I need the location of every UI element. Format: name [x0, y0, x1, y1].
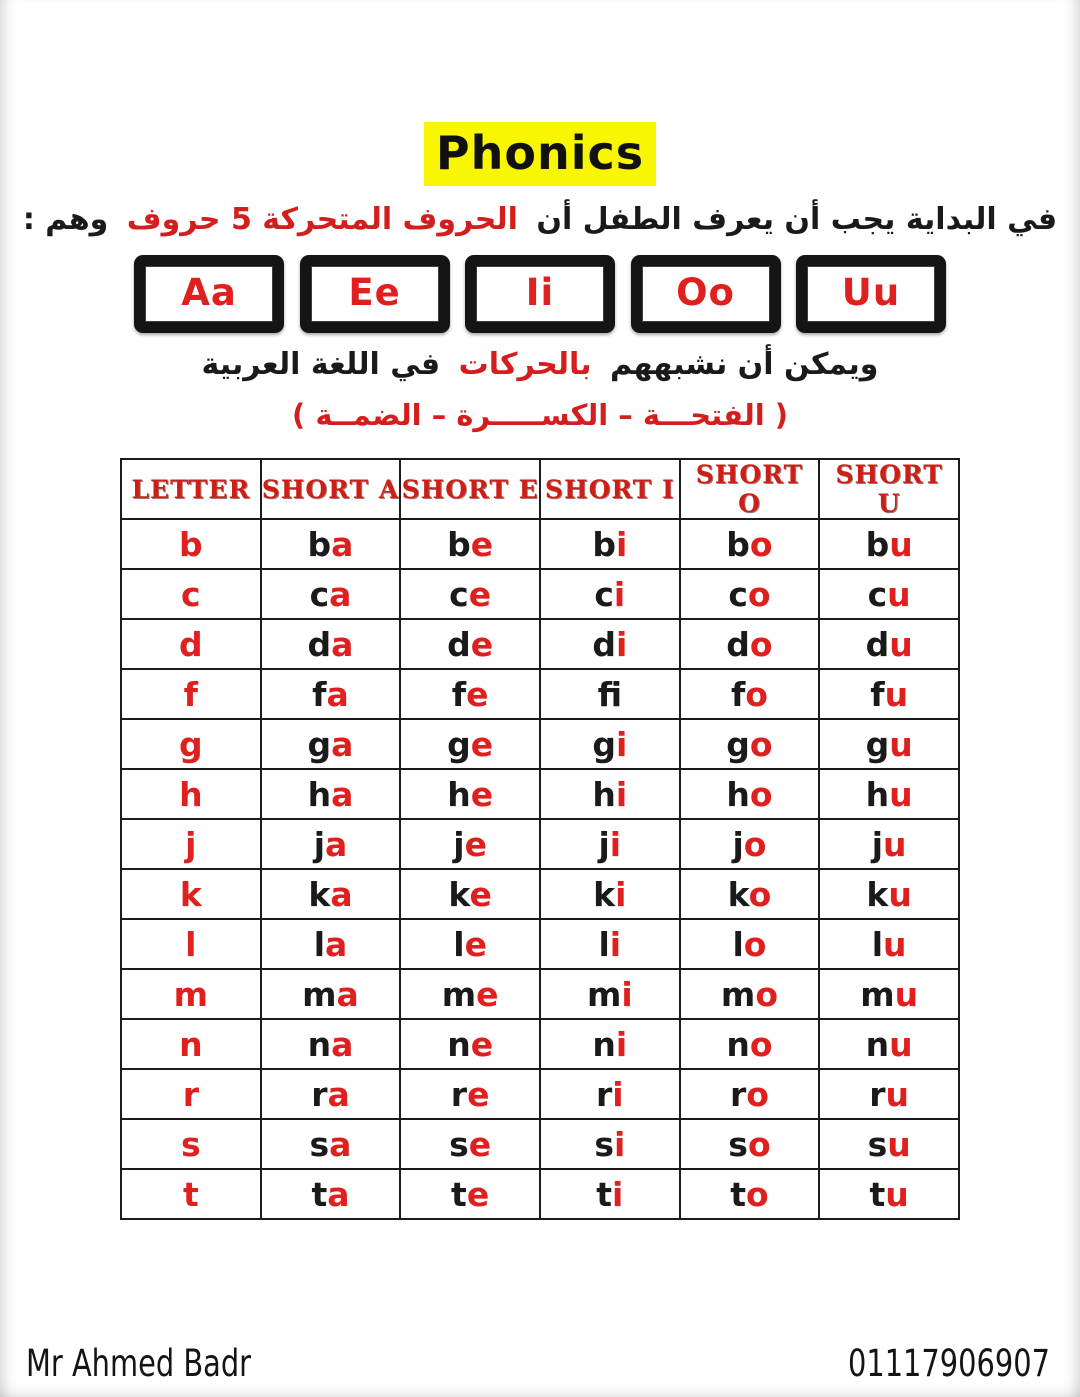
combo-vowel: e — [468, 574, 492, 614]
combo-vowel: i — [615, 774, 628, 814]
letter-cell: n — [121, 1019, 261, 1069]
combo-cell — [261, 1119, 401, 1169]
combo-consonant: d — [726, 624, 750, 664]
combo-cell — [540, 819, 680, 869]
combo-vowel: o — [749, 624, 773, 664]
combo-vowel: a — [326, 674, 349, 714]
combo-vowel: u — [889, 524, 913, 564]
combo-cell — [819, 619, 959, 669]
intro-line-2-black-end: في اللغة العربية — [201, 347, 441, 382]
combo-consonant: f — [730, 674, 746, 714]
combo-cell — [540, 519, 680, 569]
phonics-table — [120, 458, 960, 1220]
combo-consonant: j — [871, 824, 884, 864]
combo-cell — [819, 1169, 959, 1219]
combo-consonant: b — [447, 524, 471, 564]
letter-cell: r — [121, 1069, 261, 1119]
combo-consonant: m — [720, 974, 756, 1014]
combo-consonant: h — [307, 774, 332, 814]
combo-consonant: g — [865, 724, 890, 764]
combo-cell — [400, 1119, 540, 1169]
letter-cell: l — [121, 919, 261, 969]
combo-vowel: i — [615, 624, 628, 664]
combo-cell — [819, 969, 959, 1019]
combo-vowel: o — [745, 674, 768, 714]
combo-cell — [400, 969, 540, 1019]
table-row — [121, 1169, 959, 1219]
combo-cell — [819, 919, 959, 969]
vowel-box-ee — [300, 255, 450, 333]
combo-consonant: k — [727, 874, 749, 914]
combo-cell — [400, 1019, 540, 1069]
combo-cell — [400, 1069, 540, 1119]
teacher-name: Mr Ahmed Badr — [26, 1342, 252, 1385]
combo-vowel: o — [749, 724, 773, 764]
combo-cell — [540, 1119, 680, 1169]
combo-consonant: n — [726, 1024, 750, 1064]
combo-vowel: u — [885, 1074, 910, 1114]
phone-number: 01117906907 — [848, 1342, 1050, 1385]
vowel-box-uu — [796, 255, 946, 333]
combo-cell — [680, 619, 820, 669]
combo-consonant: s — [309, 1124, 330, 1164]
combo-cell — [680, 1119, 820, 1169]
combo-vowel: a — [327, 1174, 350, 1214]
letter-cell: h — [121, 769, 261, 819]
combo-cell — [819, 1119, 959, 1169]
letter-cell: t — [121, 1169, 261, 1219]
table-row — [121, 669, 959, 719]
table-row — [121, 719, 959, 769]
combo-vowel: a — [325, 824, 348, 864]
combo-vowel: e — [470, 624, 494, 664]
combo-vowel: u — [884, 674, 909, 714]
intro-line-3: ( الفتحـــة – الكســـــرة – الضمــة ) — [291, 398, 789, 432]
table-row — [121, 769, 959, 819]
combo-consonant: t — [596, 1174, 613, 1214]
intro-line-1-black-end: وهم : — [22, 202, 109, 237]
combo-cell — [540, 1019, 680, 1069]
combo-vowel: u — [885, 1174, 909, 1214]
combo-consonant: n — [592, 1024, 616, 1064]
combo-consonant: f — [451, 674, 467, 714]
combo-vowel: o — [748, 874, 772, 914]
combo-consonant: n — [447, 1024, 471, 1064]
combo-cell — [400, 619, 540, 669]
combo-cell — [400, 919, 540, 969]
letter-cell: k — [121, 869, 261, 919]
combo-vowel: e — [469, 874, 492, 914]
letter-cell: j — [121, 819, 261, 869]
combo-vowel: a — [330, 874, 353, 914]
combo-vowel: i — [612, 1074, 624, 1114]
combo-vowel: o — [755, 974, 778, 1014]
table-header-cell: SHORT U — [819, 459, 959, 519]
combo-consonant: f — [870, 674, 885, 714]
combo-consonant: s — [449, 1124, 469, 1164]
combo-vowel: u — [883, 824, 907, 864]
combo-cell — [400, 769, 540, 819]
table-header-cell: SHORT E — [400, 459, 540, 519]
combo-consonant: s — [728, 1124, 748, 1164]
combo-consonant: k — [448, 874, 470, 914]
table-row — [121, 1119, 959, 1169]
combo-cell — [680, 569, 820, 619]
combo-vowel: o — [749, 524, 773, 564]
combo-cell — [540, 769, 680, 819]
combo-vowel: e — [464, 824, 487, 864]
combo-consonant: s — [594, 1124, 614, 1164]
combo-cell — [540, 869, 680, 919]
vowel-box-aa — [134, 255, 284, 333]
vowel-box-ii — [465, 255, 615, 333]
combo-cell — [819, 769, 959, 819]
combo-consonant: d — [865, 624, 890, 664]
combo-cell — [680, 1019, 820, 1069]
combo-vowel: i — [613, 574, 626, 614]
combo-cell — [819, 819, 959, 869]
table-header-row — [121, 459, 959, 519]
combo-consonant: g — [726, 724, 750, 764]
combo-vowel: o — [743, 924, 767, 964]
combo-vowel: e — [464, 924, 487, 964]
combo-vowel: a — [331, 724, 354, 764]
combo-consonant: r — [596, 1074, 613, 1114]
combo-consonant: r — [450, 1074, 468, 1114]
combo-cell — [261, 1019, 401, 1069]
combo-cell — [680, 819, 820, 869]
table-row — [121, 919, 959, 969]
combo-consonant: g — [447, 724, 471, 764]
combo-consonant: b — [592, 524, 616, 564]
vowel-box-label: Ee — [348, 270, 401, 314]
combo-vowel: i — [615, 874, 627, 914]
combo-consonant: t — [311, 1174, 328, 1214]
combo-cell — [819, 1069, 959, 1119]
combo-vowel: o — [746, 1074, 769, 1114]
combo-vowel: a — [331, 524, 354, 564]
table-header-cell: SHORT I — [540, 459, 680, 519]
combo-vowel: e — [470, 724, 494, 764]
combo-consonant: l — [598, 924, 610, 964]
combo-vowel: i — [609, 824, 622, 864]
combo-cell — [819, 519, 959, 569]
letter-cell: d — [121, 619, 261, 669]
vowel-box-oo — [631, 255, 781, 333]
combo-consonant: t — [730, 1174, 746, 1214]
table-row — [121, 1019, 959, 1069]
combo-vowel: u — [894, 974, 919, 1014]
combo-vowel: u — [889, 774, 913, 814]
combo-vowel: a — [329, 1124, 352, 1164]
combo-cell — [400, 519, 540, 569]
combo-cell — [261, 919, 401, 969]
combo-consonant: c — [309, 574, 330, 614]
combo-cell — [819, 569, 959, 619]
combo-vowel: i — [613, 1124, 626, 1164]
combo-consonant: d — [592, 624, 616, 664]
combo-vowel: a — [336, 974, 359, 1014]
combo-cell — [261, 619, 401, 669]
vowel-box-label: Uu — [841, 270, 901, 314]
combo-consonant: r — [869, 1074, 886, 1114]
combo-consonant: c — [728, 574, 748, 614]
combo-vowel: o — [746, 1174, 769, 1214]
combo-cell — [680, 869, 820, 919]
combo-vowel: o — [747, 1124, 771, 1164]
combo-consonant: j — [453, 824, 465, 864]
combo-cell — [261, 969, 401, 1019]
combo-cell — [540, 969, 680, 1019]
letter-cell: s — [121, 1119, 261, 1169]
combo-vowel: o — [749, 774, 773, 814]
combo-cell — [540, 1069, 680, 1119]
combo-vowel: i — [615, 1024, 628, 1064]
combo-vowel: e — [467, 1074, 490, 1114]
combo-consonant: j — [598, 824, 610, 864]
combo-cell — [540, 619, 680, 669]
combo-vowel: e — [466, 674, 489, 714]
combo-consonant: d — [447, 624, 471, 664]
table-row — [121, 569, 959, 619]
combo-vowel: e — [470, 1024, 494, 1064]
combo-cell — [400, 669, 540, 719]
combo-consonant: m — [302, 974, 337, 1014]
combo-consonant: l — [453, 924, 465, 964]
combo-consonant: n — [307, 1024, 332, 1064]
combo-vowel: a — [331, 624, 354, 664]
combo-consonant: h — [592, 774, 616, 814]
vowel-box-label: Aa — [181, 270, 237, 314]
combo-consonant: h — [726, 774, 750, 814]
combo-cell — [261, 769, 401, 819]
letter-cell: b — [121, 519, 261, 569]
letter-cell: g — [121, 719, 261, 769]
combo-vowel: o — [749, 1024, 773, 1064]
combo-vowel: u — [889, 624, 913, 664]
combo-cell — [819, 1019, 959, 1069]
combo-vowel: e — [470, 774, 494, 814]
intro-line-2-red: بالحركات — [458, 347, 592, 382]
intro-line-2 — [0, 347, 1080, 382]
combo-consonant: g — [592, 724, 616, 764]
combo-consonant: t — [869, 1174, 886, 1214]
combo-vowel: u — [883, 924, 907, 964]
combo-vowel: u — [888, 874, 912, 914]
combo-vowel: a — [329, 574, 352, 614]
combo-consonant: g — [307, 724, 332, 764]
intro-line-1 — [0, 202, 1080, 237]
combo-consonant: c — [867, 574, 888, 614]
table-header-cell: SHORT A — [261, 459, 401, 519]
combo-consonant: b — [307, 524, 332, 564]
combo-consonant: m — [586, 974, 622, 1014]
table-row — [121, 869, 959, 919]
combo-cell — [261, 719, 401, 769]
combo-consonant: t — [451, 1174, 467, 1214]
combo-cell — [819, 869, 959, 919]
combo-cell — [261, 519, 401, 569]
combo-cell — [400, 1169, 540, 1219]
combo-vowel: o — [747, 574, 771, 614]
footer — [26, 1342, 1050, 1385]
combo-cell — [680, 1069, 820, 1119]
combo-vowel: u — [889, 724, 913, 764]
combo-consonant: k — [593, 874, 616, 914]
combo-vowel: i — [615, 524, 628, 564]
combo-cell — [261, 869, 401, 919]
combo-cell — [540, 1169, 680, 1219]
combo-cell — [261, 1069, 401, 1119]
vowel-row — [134, 255, 946, 333]
table-row — [121, 819, 959, 869]
combo-cell — [261, 819, 401, 869]
combo-consonant: f — [597, 674, 623, 714]
combo-consonant: m — [860, 974, 895, 1014]
combo-vowel: u — [889, 1024, 913, 1064]
combo-vowel: o — [743, 824, 767, 864]
combo-consonant: r — [729, 1074, 747, 1114]
combo-consonant: c — [449, 574, 469, 614]
combo-cell — [261, 569, 401, 619]
intro-line-1-black-start: في البداية يجب أن يعرف الطفل أن — [536, 202, 1058, 237]
combo-cell — [680, 969, 820, 1019]
combo-vowel: i — [621, 974, 633, 1014]
combo-cell — [680, 769, 820, 819]
page-title-wrap — [0, 0, 1080, 186]
table-body — [121, 519, 959, 1219]
table-row — [121, 619, 959, 669]
combo-vowel: e — [470, 524, 494, 564]
combo-consonant: s — [867, 1124, 888, 1164]
combo-vowel: a — [331, 774, 354, 814]
combo-cell — [540, 569, 680, 619]
table-row — [121, 519, 959, 569]
combo-consonant: d — [307, 624, 332, 664]
page-title: Phonics — [424, 122, 656, 186]
combo-cell — [680, 719, 820, 769]
letter-cell: f — [121, 669, 261, 719]
combo-consonant: b — [726, 524, 750, 564]
combo-vowel: a — [327, 1074, 350, 1114]
combo-consonant: j — [732, 824, 744, 864]
combo-cell — [400, 869, 540, 919]
combo-consonant: l — [313, 924, 325, 964]
combo-cell — [680, 669, 820, 719]
combo-cell — [540, 919, 680, 969]
combo-cell — [819, 719, 959, 769]
combo-vowel: e — [468, 1124, 492, 1164]
combo-vowel: e — [466, 1174, 490, 1214]
combo-consonant: l — [732, 924, 744, 964]
combo-vowel: u — [887, 1124, 911, 1164]
combo-vowel: e — [476, 974, 499, 1014]
combo-consonant: h — [865, 774, 890, 814]
combo-vowel: a — [331, 1024, 354, 1064]
combo-consonant: r — [311, 1074, 328, 1114]
combo-vowel: i — [609, 924, 622, 964]
combo-vowel: i — [615, 724, 628, 764]
table-row — [121, 1069, 959, 1119]
combo-cell — [400, 819, 540, 869]
combo-consonant: k — [308, 874, 331, 914]
combo-cell — [540, 719, 680, 769]
combo-cell — [680, 919, 820, 969]
combo-consonant: h — [447, 774, 471, 814]
letter-cell: m — [121, 969, 261, 1019]
combo-consonant: c — [594, 574, 614, 614]
combo-consonant: l — [871, 924, 884, 964]
combo-consonant: m — [441, 974, 477, 1014]
combo-cell — [680, 1169, 820, 1219]
table-header-cell: LETTER — [121, 459, 261, 519]
vowel-box-label: Oo — [676, 270, 735, 314]
combo-consonant: f — [312, 674, 327, 714]
combo-vowel: i — [612, 1174, 624, 1214]
combo-cell — [680, 519, 820, 569]
combo-consonant: j — [313, 824, 325, 864]
combo-cell — [261, 1169, 401, 1219]
vowel-box-label: Ii — [525, 270, 555, 314]
combo-vowel: a — [325, 924, 348, 964]
intro-line-1-red: الحروف المتحركة 5 حروف — [126, 202, 518, 237]
combo-consonant: n — [865, 1024, 890, 1064]
combo-consonant: b — [865, 524, 890, 564]
combo-cell — [400, 719, 540, 769]
combo-cell — [540, 669, 680, 719]
combo-vowel: u — [887, 574, 911, 614]
combo-cell — [819, 669, 959, 719]
combo-cell — [261, 669, 401, 719]
intro-line-2-black-start: ويمكن أن نشبههم — [610, 347, 879, 382]
table-header-cell: SHORT O — [680, 459, 820, 519]
combo-cell — [400, 569, 540, 619]
table-row — [121, 969, 959, 1019]
letter-cell: c — [121, 569, 261, 619]
combo-consonant: k — [866, 874, 889, 914]
